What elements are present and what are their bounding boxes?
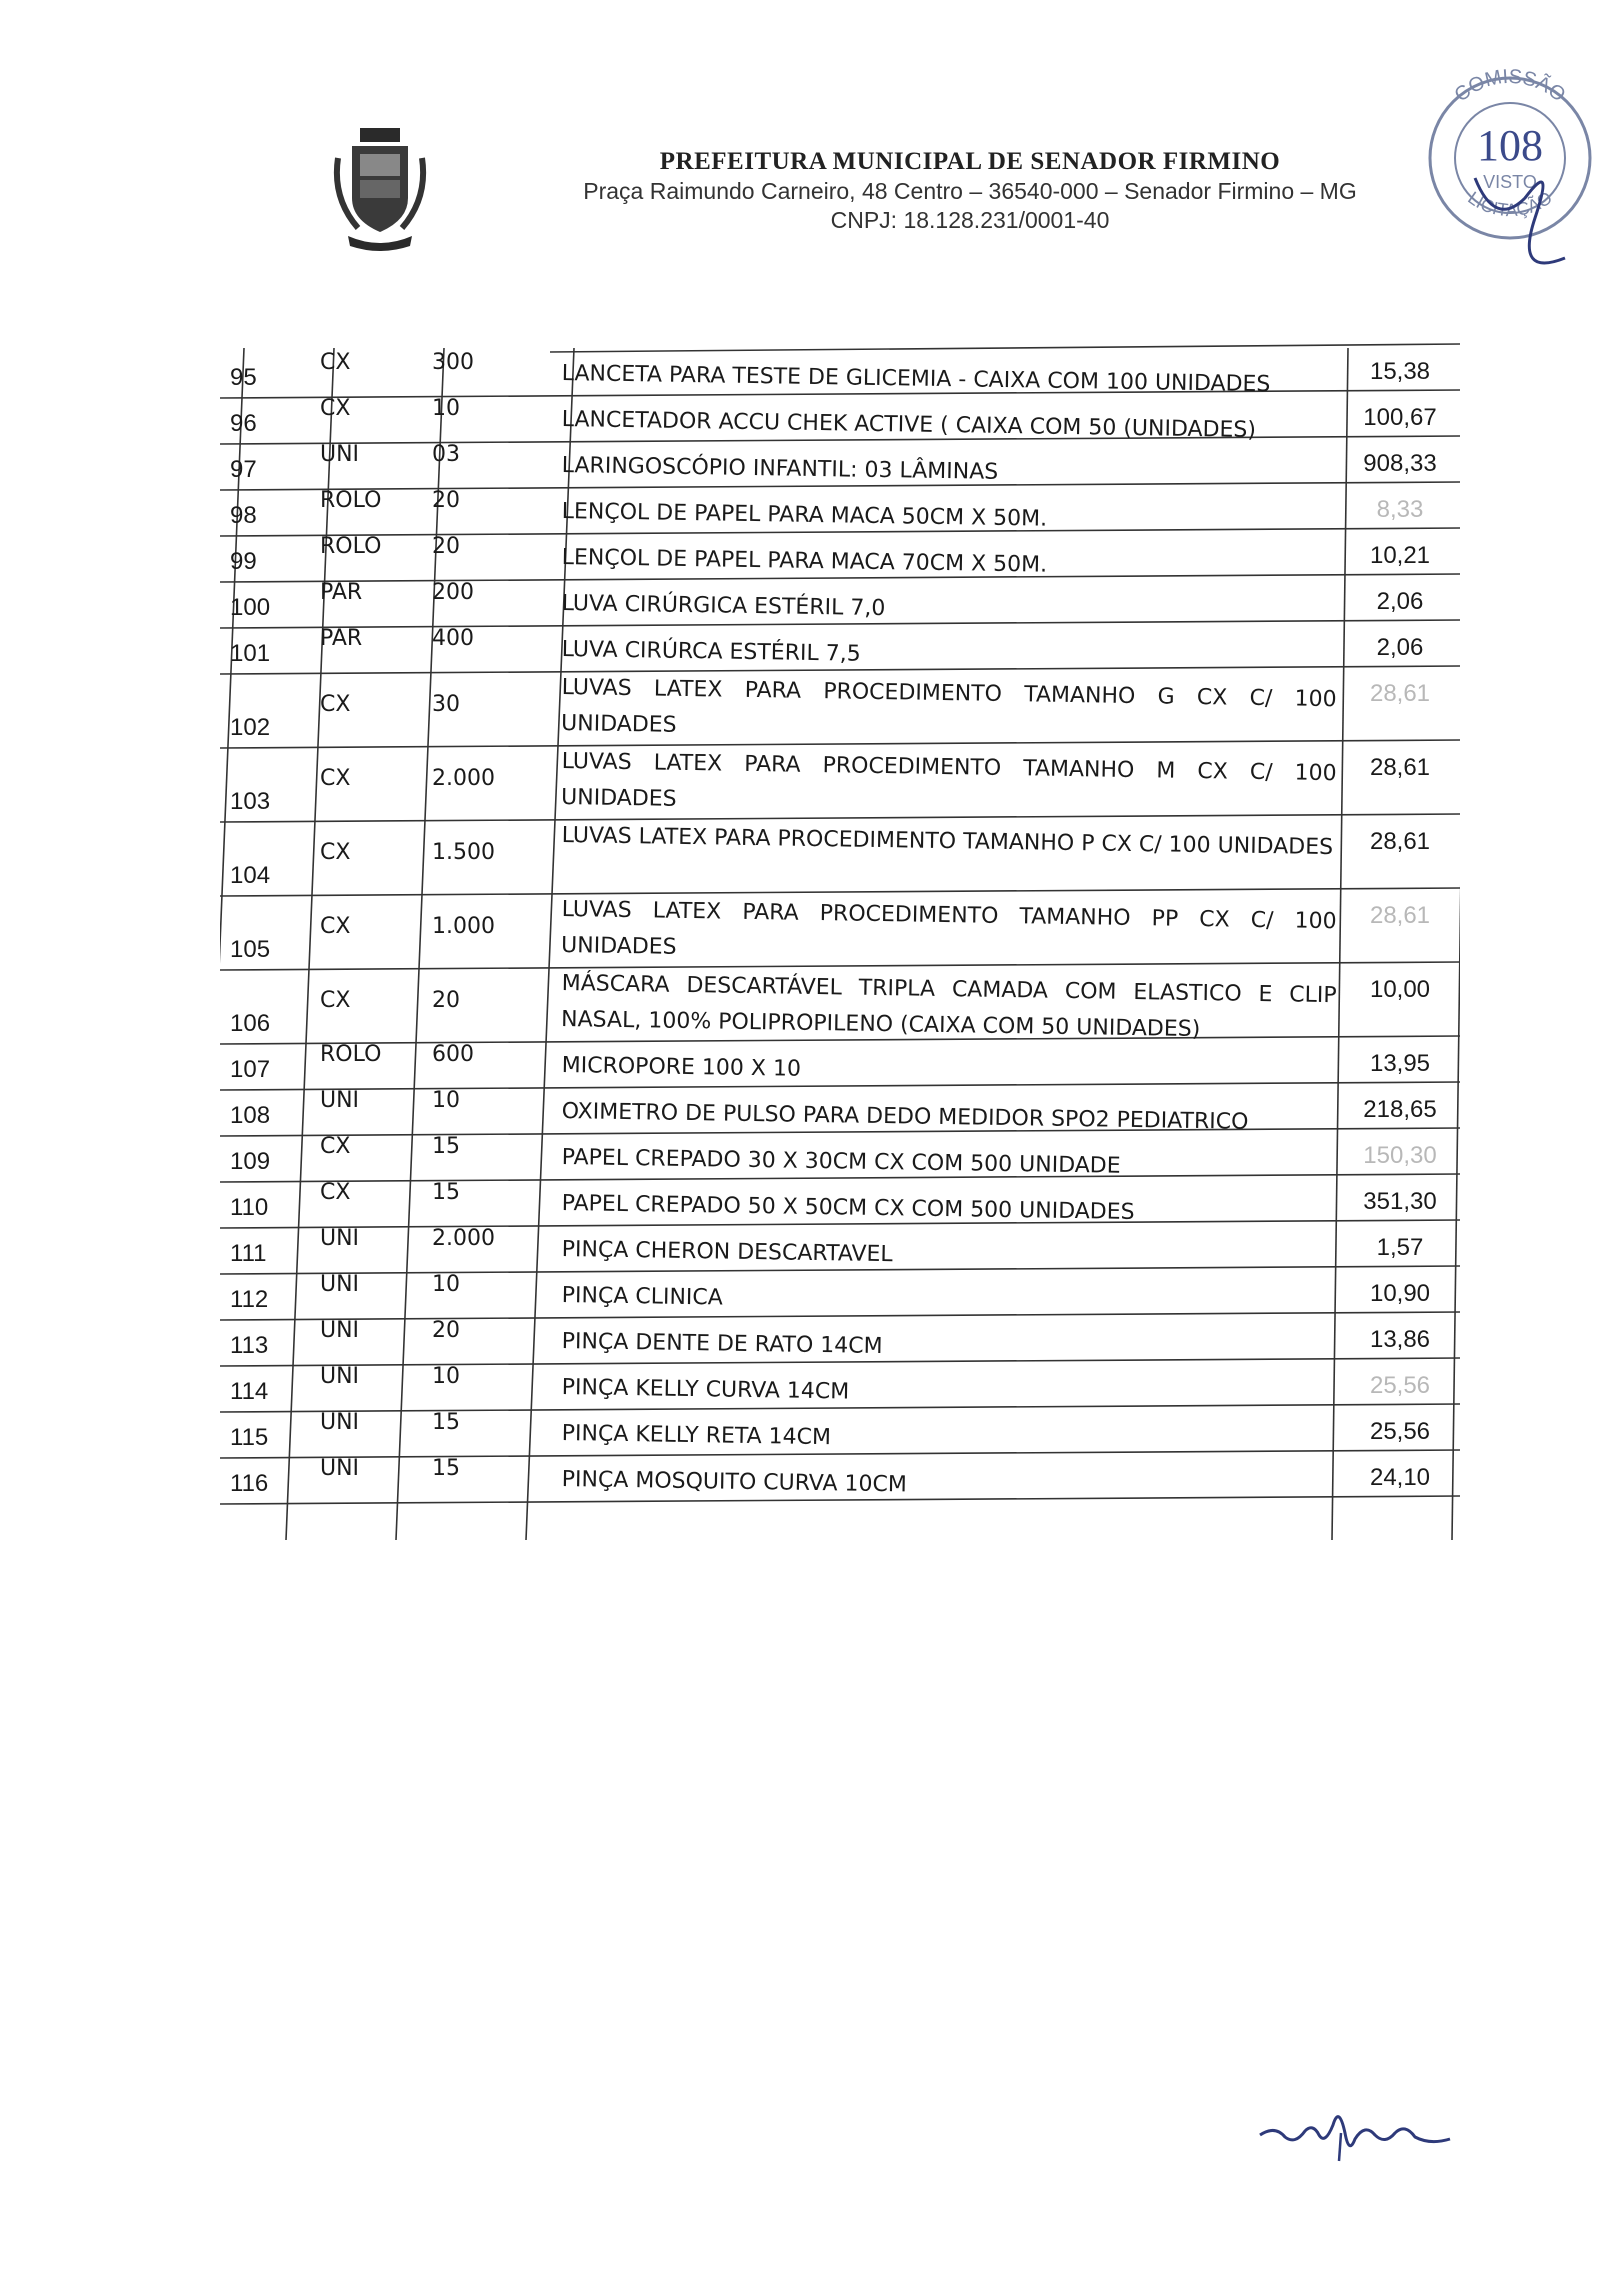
unit-price: 13,95 xyxy=(1369,1050,1431,1077)
item-number: 106 xyxy=(230,1010,271,1037)
unit-price: 2,06 xyxy=(1376,588,1424,615)
item-quantity: 400 xyxy=(432,626,474,651)
page-title: PREFEITURA MUNICIPAL DE SENADOR FIRMINO xyxy=(659,148,1281,175)
item-quantity: 200 xyxy=(432,580,474,605)
table-row xyxy=(220,624,1460,670)
item-quantity: 30 xyxy=(432,692,460,717)
items-table xyxy=(220,320,1460,2025)
item-description: LUVAS LATEX PARA PROCEDIMENTO TAMANHO M CX C/ 100 UNIDADES xyxy=(560,748,1337,812)
item-number: 101 xyxy=(230,640,271,667)
item-description: LANCETA PARA TESTE DE GLICEMIA - CAIXA COM 100 UNIDADES xyxy=(561,360,1271,398)
municipal-crest-icon xyxy=(330,128,430,256)
item-quantity: 10 xyxy=(432,1364,460,1389)
stamp-number: 108 xyxy=(1477,121,1543,170)
table-row xyxy=(220,394,1460,443)
item-unit: ROLO xyxy=(320,534,382,559)
table-row xyxy=(220,1408,1460,1454)
item-unit: UNI xyxy=(320,1226,360,1251)
table-row xyxy=(220,1040,1460,1086)
item-description: PAPEL CREPADO 50 X 50CM CX COM 500 UNIDADES xyxy=(561,1190,1135,1225)
item-unit: UNI xyxy=(320,1456,360,1481)
item-quantity: 300 xyxy=(432,350,474,375)
table-row xyxy=(220,966,1460,1043)
item-number: 105 xyxy=(230,936,271,963)
unit-price: 908,33 xyxy=(1363,450,1437,477)
stamp-middle-text: VISTO xyxy=(1483,172,1537,192)
item-quantity: 1.500 xyxy=(432,840,495,865)
item-number: 109 xyxy=(230,1148,271,1175)
table-row xyxy=(220,1086,1460,1135)
unit-price: 100,67 xyxy=(1363,404,1437,431)
item-number: 116 xyxy=(230,1470,269,1497)
item-unit: UNI xyxy=(320,442,360,467)
item-unit: UNI xyxy=(320,1364,360,1389)
unit-price: 28,61 xyxy=(1369,828,1431,855)
commission-stamp xyxy=(1415,58,1600,288)
item-quantity: 600 xyxy=(432,1042,474,1067)
item-number: 108 xyxy=(230,1102,271,1129)
address-line: Praça Raimundo Carneiro, 48 Centro – 36540-000 – Senador Firmino – MG xyxy=(583,178,1357,204)
unit-price: 10,21 xyxy=(1369,542,1431,569)
svg-text:COMISSÃO xyxy=(1450,66,1569,107)
item-quantity: 10 xyxy=(432,396,460,421)
unit-price: 218,65 xyxy=(1363,1096,1437,1123)
item-quantity: 1.000 xyxy=(432,914,495,939)
item-description: PAPEL CREPADO 30 X 30CM CX COM 500 UNIDADE xyxy=(561,1144,1121,1179)
table-row xyxy=(220,578,1460,624)
stamp-top-text: COMISSÃO xyxy=(1450,65,1570,107)
unit-price: 24,10 xyxy=(1369,1464,1431,1491)
item-number: 95 xyxy=(230,364,257,391)
item-unit: UNI xyxy=(320,1410,360,1435)
item-quantity: 15 xyxy=(432,1134,460,1159)
item-description: PINÇA CHERON DESCARTAVEL xyxy=(561,1236,893,1268)
item-description: LUVAS LATEX PARA PROCEDIMENTO TAMANHO G CX C/ 100 UNIDADES xyxy=(560,674,1337,738)
item-unit: ROLO xyxy=(320,1042,382,1067)
item-unit: ROLO xyxy=(320,488,382,513)
unit-price: 15,38 xyxy=(1369,358,1431,385)
item-unit: CX xyxy=(320,840,351,865)
item-description: LUVA CIRÚRCA ESTÉRIL 7,5 xyxy=(561,636,861,667)
item-unit: CX xyxy=(320,914,351,939)
item-number: 114 xyxy=(230,1378,269,1405)
item-description: PINÇA CLINICA xyxy=(561,1282,723,1311)
table-row xyxy=(220,1362,1460,1408)
item-unit: CX xyxy=(320,692,351,717)
item-description: PINÇA KELLY RETA 14CM xyxy=(561,1420,832,1451)
item-unit: CX xyxy=(320,1134,351,1159)
item-number: 115 xyxy=(230,1424,269,1451)
table-row xyxy=(220,440,1460,486)
item-description: LENÇOL DE PAPEL PARA MACA 50CM X 50M. xyxy=(561,498,1048,532)
item-number: 96 xyxy=(230,410,257,437)
unit-price: 25,56 xyxy=(1369,1418,1431,1445)
item-description: LENÇOL DE PAPEL PARA MACA 70CM X 50M. xyxy=(561,544,1048,578)
unit-price: 10,00 xyxy=(1369,976,1431,1003)
unit-price: 28,61 xyxy=(1369,902,1431,929)
table-row xyxy=(220,1454,1460,1500)
stamp-bottom-text: LICITAÇÃO xyxy=(1464,187,1556,221)
table-row xyxy=(220,486,1460,532)
item-unit: CX xyxy=(320,350,351,375)
item-description: PINÇA MOSQUITO CURVA 10CM xyxy=(561,1466,907,1498)
unit-price: 2,06 xyxy=(1376,634,1424,661)
item-unit: CX xyxy=(320,1180,351,1205)
cnpj-line: CNPJ: 18.128.231/0001-40 xyxy=(830,207,1110,233)
item-number: 112 xyxy=(230,1286,269,1313)
item-quantity: 20 xyxy=(432,488,460,513)
table-row xyxy=(220,1316,1460,1362)
unit-price: 351,30 xyxy=(1363,1188,1437,1215)
item-number: 104 xyxy=(230,862,271,889)
unit-price: 13,86 xyxy=(1369,1326,1431,1353)
item-quantity: 2.000 xyxy=(432,766,495,791)
item-description: LUVAS LATEX PARA PROCEDIMENTO TAMANHO P CX C/ 100 UNIDADES xyxy=(561,822,1334,861)
table-row xyxy=(220,348,1460,398)
item-unit: UNI xyxy=(320,1318,360,1343)
item-quantity: 20 xyxy=(432,534,460,559)
item-unit: UNI xyxy=(320,1088,360,1113)
item-quantity: 03 xyxy=(432,442,460,467)
table-row xyxy=(220,818,1460,892)
unit-price: 28,61 xyxy=(1369,754,1431,781)
item-number: 97 xyxy=(230,456,257,483)
unit-price: 10,90 xyxy=(1369,1280,1431,1307)
item-number: 102 xyxy=(230,714,271,741)
item-unit: UNI xyxy=(320,1272,360,1297)
item-description: MICROPORE 100 X 10 xyxy=(561,1052,802,1082)
table-row xyxy=(220,744,1460,818)
item-description: LANCETADOR ACCU CHEK ACTIVE ( CAIXA COM 50 (UNIDADES) xyxy=(561,406,1257,443)
unit-price: 8,33 xyxy=(1376,496,1424,523)
item-number: 100 xyxy=(230,594,271,621)
item-description: LUVA CIRÚRGICA ESTÉRIL 7,0 xyxy=(561,590,886,622)
item-number: 110 xyxy=(230,1194,269,1221)
item-number: 107 xyxy=(230,1056,271,1083)
item-description: PINÇA KELLY CURVA 14CM xyxy=(561,1374,850,1405)
table-row xyxy=(220,1178,1460,1224)
item-number: 99 xyxy=(230,548,257,575)
item-number: 111 xyxy=(230,1240,267,1267)
item-quantity: 20 xyxy=(432,988,460,1013)
item-quantity: 15 xyxy=(432,1456,460,1481)
item-quantity: 2.000 xyxy=(432,1226,495,1251)
unit-price: 150,30 xyxy=(1363,1142,1437,1169)
item-description: PINÇA DENTE DE RATO 14CM xyxy=(561,1328,883,1360)
item-unit: CX xyxy=(320,988,351,1013)
item-description: MÁSCARA DESCARTÁVEL TRIPLA CAMADA COM ELASTICO E CLIP NASAL, 100% POLIPROPILENO (CAIXA COM 50 UNIDADES) xyxy=(560,970,1337,1043)
item-number: 113 xyxy=(230,1332,269,1359)
item-quantity: 15 xyxy=(432,1180,460,1205)
item-unit: CX xyxy=(320,396,351,421)
item-unit: PAR xyxy=(320,626,363,651)
item-quantity: 10 xyxy=(432,1272,460,1297)
unit-price: 1,57 xyxy=(1376,1234,1424,1261)
unit-price: 28,61 xyxy=(1369,680,1431,707)
signature xyxy=(1255,2095,1455,2165)
item-number: 98 xyxy=(230,502,257,529)
item-quantity: 10 xyxy=(432,1088,460,1113)
table-row xyxy=(220,670,1460,744)
table-row xyxy=(220,1270,1460,1316)
item-description: LUVAS LATEX PARA PROCEDIMENTO TAMANHO PP CX C/ 100 UNIDADES xyxy=(560,896,1337,960)
table-row xyxy=(220,532,1460,578)
item-unit: CX xyxy=(320,766,351,791)
table-row xyxy=(220,1224,1460,1270)
table-row xyxy=(220,892,1460,966)
item-description: LARINGOSCÓPIO INFANTIL: 03 LÂMINAS xyxy=(561,452,999,485)
item-quantity: 15 xyxy=(432,1410,460,1435)
item-unit: PAR xyxy=(320,580,363,605)
unit-price: 25,56 xyxy=(1369,1372,1431,1399)
table-row xyxy=(220,1132,1460,1178)
document-header xyxy=(0,0,1600,300)
item-description: OXIMETRO DE PULSO PARA DEDO MEDIDOR SPO2 PEDIATRICO xyxy=(561,1098,1249,1135)
item-quantity: 20 xyxy=(432,1318,460,1343)
item-number: 103 xyxy=(230,788,271,815)
